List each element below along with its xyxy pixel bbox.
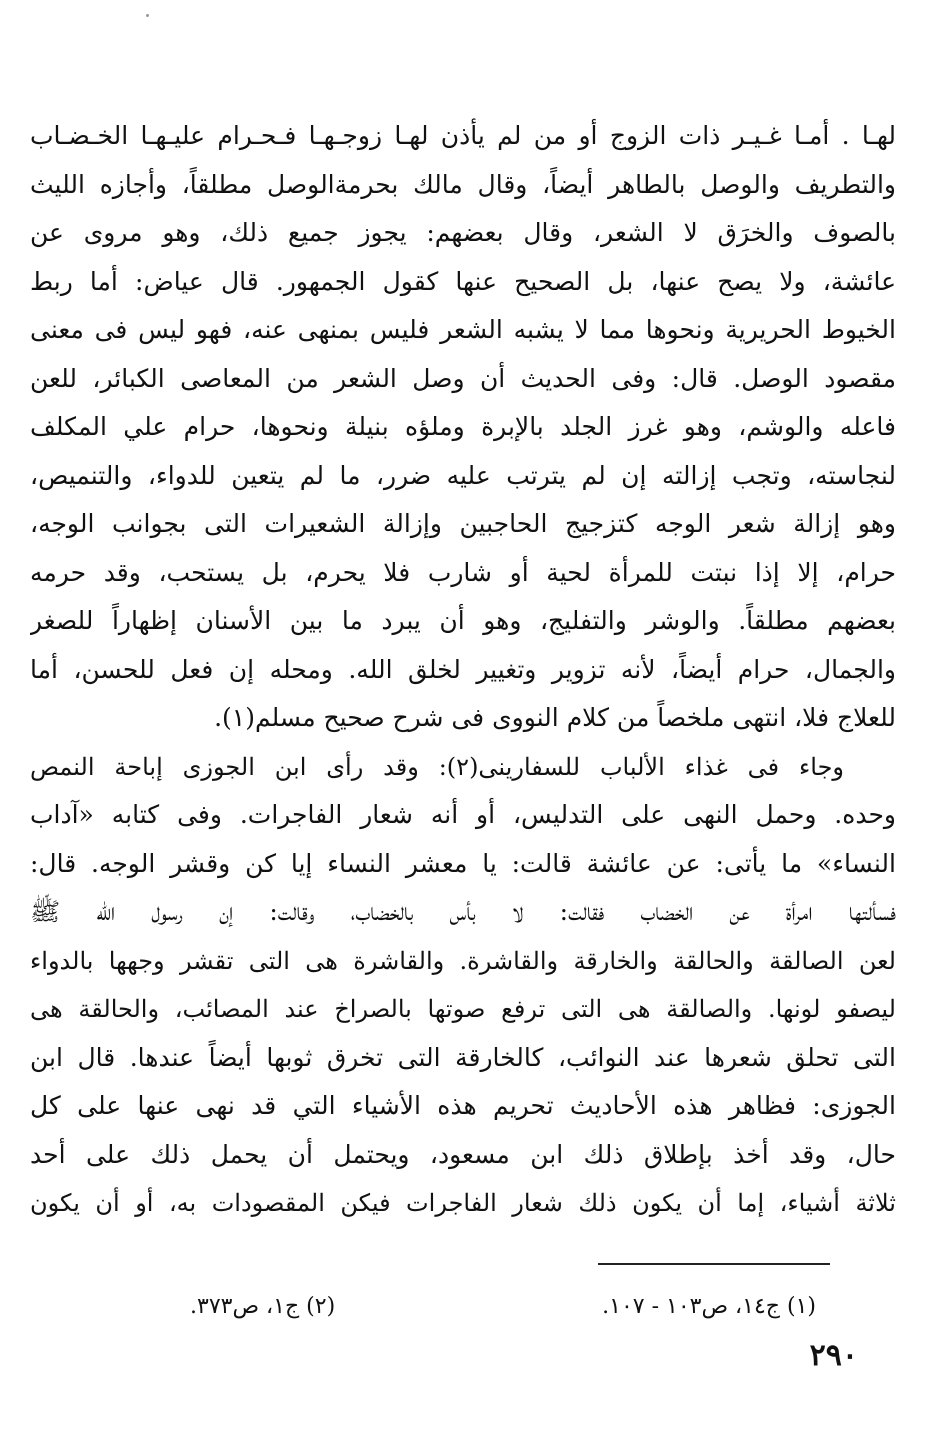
text-line: بالصوف والخرَق لا الشعر، وقال بعضهم: يجوز جميع ذلك، وهو مروى عن [30, 218, 896, 247]
page-number: ٢٩٠ [809, 1338, 858, 1373]
text-line: فسألتها امرأة عن الخضاب فقالت: لا بأس بالخضاب، وقالت: إن رسول الله ﷺ [30, 897, 896, 926]
footnotes [190, 1286, 816, 1326]
text-line: حرام، إلا إذا نبتت للمرأة لحية أو شارب فلا يحرم، بل يستحب، وقد حرمه [30, 557, 896, 587]
text-line: والجمال، حرام أيضاً، لأنه تزوير وتغيير لخلق الله. ومحله إن فعل للحسن، أما [30, 654, 896, 684]
text-line: لهـا . أمـا غـيـر ذات الزوج أو من لم يأذن لهـا زوجـهـا فـحـرام عليـهـا الخـضـاب [30, 121, 896, 150]
text-line: ليصفو لونها. والصالقة هى التى ترفع صوتها بالصراخ عند المصائب، والحالقة هى [30, 995, 896, 1023]
text-line: وحده. وحمل النهى على التدليس، أو أنه شعار الفاجرات. وفى كتابه «آداب [30, 800, 896, 829]
text-line: مقصود الوصل. قال: وفى الحديث أن وصل الشعر من المعاصى الكبائر، للعن [30, 363, 896, 393]
text-line: الخيوط الحريرية ونحوها مما لا يشبه الشعر فليس بمنهى عنه، فهو ليس فى معنى [30, 315, 896, 344]
text-line: لنجاسته، وتجب إزالته إن لم يترتب عليه ضرر، ما لم يتعين للدواء، والتنميص، [30, 460, 896, 490]
text-line: والتطريف والوصل بالطاهر أيضاً، وقال مالك بحرمةالوصل مطلقاً، وأجازه الليث [30, 169, 896, 199]
text-line-indented: وجاء فى غذاء الألباب للسفارينى(٢): وقد رأى ابن الجوزى إباحة النمص [30, 752, 845, 781]
text-line: حال، وقد أخذ بإطلاق ذلك ابن مسعود، ويحتمل أن يحمل ذلك على أحد [30, 1139, 896, 1169]
scan-speck [146, 14, 149, 17]
footnote-divider [598, 1263, 830, 1265]
text-line: لعن الصالقة والحالقة والخارقة والقاشرة. والقاشرة هى التى تقشر وجهها بالدواء [30, 946, 896, 975]
text-line: عائشة، ولا يصح عنها، بل الصحيح عنها كقول الجمهور. قال عياض: أما ربط [30, 266, 896, 296]
footnote-1: (١) ج١٤، ص١٠٣ - ١٠٧. [602, 1293, 816, 1319]
paragraph-2 [30, 743, 896, 1228]
text-line: ثلاثة أشياء، إما أن يكون ذلك شعار الفاجرات فيكن المقصودات به، أو أن يكون [30, 1189, 896, 1217]
text-line: فاعله والوشم، وهو غرز الجلد بالإبرة وملؤه بنيلة ونحوها، حرام علي المكلف [30, 412, 896, 441]
text-line: بعضهم مطلقاً. والوشر والتفليج، وهو أن يبرد ما بين الأسنان إظهاراً للصغر [30, 606, 896, 635]
text-line: التى تحلق شعرها عند النوائب، كالخارقة التى تخرق ثوبها أيضاً عندها. قال ابن [30, 1042, 896, 1072]
text-line: الجوزى: فظاهر هذه الأحاديث تحريم هذه الأشياء التي قد نهى عنها على كل [30, 1091, 896, 1120]
text-line: النساء» ما يأتى: عن عائشة قالت: يا معشر النساء إيا كن وقشر الوجه. قال: [30, 848, 896, 878]
paragraph-1 [30, 112, 896, 743]
text-line: وهو إزالة شعر الوجه كتزجيج الحاجبين وإزالة الشعيرات التى بجوانب الوجه، [30, 509, 896, 538]
body-text [30, 112, 896, 1228]
text-line-last: للعلاج فلا، انتهى ملخصاً من كلام النووى فى شرح صحيح مسلم(١). [214, 703, 896, 732]
footnote-2: (٢) ج١، ص٣٧٣. [190, 1293, 336, 1319]
